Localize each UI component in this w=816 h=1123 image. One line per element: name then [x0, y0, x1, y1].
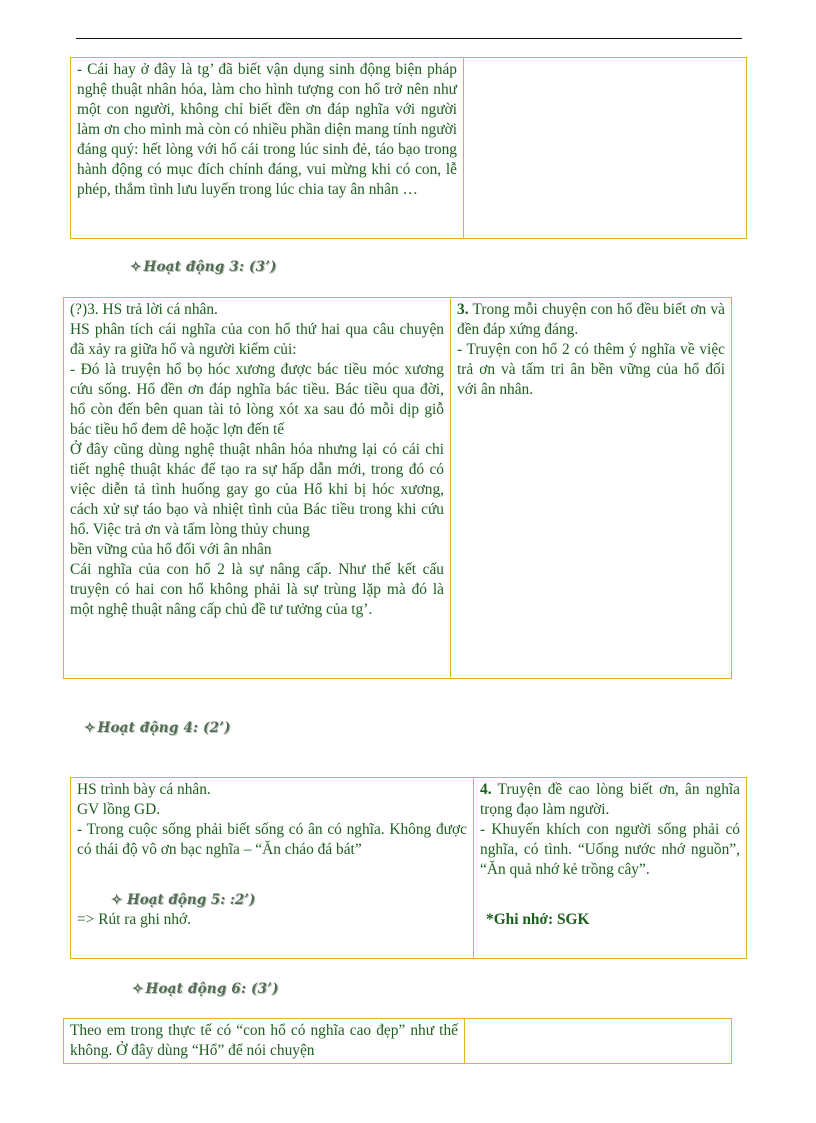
heading-activity-4 [84, 720, 231, 736]
box2-right-para-2: - Truyện con hổ 2 có thêm ý nghĩa về việc trả ơn và tấm tri ân bền vững của hổ đối với ân nhân. [457, 341, 725, 398]
table-box-1 [70, 57, 747, 239]
box2-right-para-1 [457, 300, 725, 340]
box4-left-text: Theo em trong thực tế có “con hổ có nghĩa cao đẹp” như thế không. Ở đây dùng “Hổ” để nói chuyện [70, 1022, 458, 1059]
box2-para-4: Ở đây cũng dùng nghệ thuật nhân hóa nhưng lại có cái chi tiết nghệ thuật khác để tạo ra sự hấp dẫn mới, trong đó có việc diễn tả tình huống gay go của Hổ khi bị hóc xương, cách xử sự táo bạo và nhiệt tình của Bác tiều trong khi cứu hổ. Việc trả ơn và tấm lòng thủy chung [70, 441, 444, 538]
box3-left-cell [71, 778, 474, 959]
table-box-4 [63, 1018, 732, 1064]
box3-para-2: GV lồng GD. [77, 801, 161, 818]
box3-right-para-1 [480, 780, 740, 820]
box2-right-cell [451, 298, 732, 679]
heading-activity-3 [130, 259, 277, 275]
heading-activity-6-text: Hoạt động 6: (3’) [145, 981, 279, 997]
diamond-icon: ✧ [111, 892, 123, 908]
box2-para-5: bền vững của hổ đối với ân nhân [70, 541, 272, 558]
box3-right-num: 4. [480, 781, 492, 798]
heading-activity-3-text: Hoạt động 3: (3’) [143, 259, 277, 275]
diamond-icon: ✧ [130, 259, 142, 275]
diamond-icon: ✧ [84, 720, 96, 736]
box3-para-3: - Trong cuộc sống phải biết sống có ân có nghĩa. Không được có thái độ vô ơn bạc nghĩa – “Ăn cháo đá bát” [77, 821, 467, 858]
box1-right-cell [464, 58, 747, 239]
heading-activity-5-text: Hoạt động 5: :2’) [127, 892, 256, 908]
diamond-icon: ✧ [132, 981, 144, 997]
box2-para-6: Cái nghĩa của con hổ 2 là sự nâng cấp. Như thế kết cấu truyện có hai con hổ không phải là sự trùng lặp mà đó là một nghệ thuật nâng cấp chủ đề tư tưởng của tg’. [70, 561, 444, 618]
box4-right-cell [465, 1019, 732, 1064]
heading-activity-6 [132, 981, 279, 997]
box1-left-cell [71, 58, 464, 239]
box1-left-text: - Cái hay ở đây là tg’ đã biết vận dụng sinh động biện pháp nghệ thuật nhân hóa, làm cho hình tượng con hổ trở nên như một con người, không chỉ biết đền ơn đáp nghĩa với người làm ơn cho mình mà còn có nhiều phần diện mang tính người đáng quý: hết lòng với hổ cái trong lúc sinh đẻ, táo bạo trong hành động có mục đích chính đáng, vui mừng khi có con, lễ phép, thắm tình lưu luyến trong lúc chia tay ân nhân … [77, 61, 457, 198]
box3-conclude: => Rút ra ghi nhớ. [77, 911, 191, 928]
heading-activity-4-text: Hoạt động 4: (2’) [97, 720, 231, 736]
box2-para-2: HS phân tích cái nghĩa của con hổ thứ hai qua câu chuyện đã xảy ra giữa hổ và người kiếm củi: [70, 321, 444, 358]
table-box-3 [70, 777, 747, 959]
box4-left-cell [64, 1019, 465, 1064]
box3-right-text-1: Truyện đề cao lòng biết ơn, ân nghĩa trọng đạo làm người. [480, 781, 740, 818]
box2-right-text-1: Trong mỗi chuyện con hổ đều biết ơn và đền đáp xứng đáng. [457, 301, 725, 338]
box2-right-num: 3. [457, 301, 469, 318]
box2-left-cell [64, 298, 451, 679]
box2-para-1: (?)3. HS trả lời cá nhân. [70, 301, 218, 318]
box3-right-para-2: - Khuyến khích con người sống phải có nghĩa, có tình. “Uống nước nhớ nguồn”, “Ăn quả nhớ kẻ trồng cây”. [480, 821, 740, 878]
heading-activity-5 [77, 890, 467, 910]
header-rule [76, 38, 742, 39]
box2-para-3: - Đó là truyện hổ bọ hóc xương được bác tiều móc xương cứu sống. Hổ đền ơn đáp nghĩa bác tiều. Bác tiều qua đời, hổ còn đến bên quan tài tỏ lòng xót xa sau đó mỗi dịp giỗ bác tiều hổ đem dê hoặc lợn đến tế [70, 361, 444, 438]
box3-right-cell [474, 778, 747, 959]
table-box-2 [63, 297, 732, 679]
memo-note: *Ghi nhớ: SGK [486, 911, 590, 928]
box3-para-1: HS trình bày cá nhân. [77, 781, 211, 798]
